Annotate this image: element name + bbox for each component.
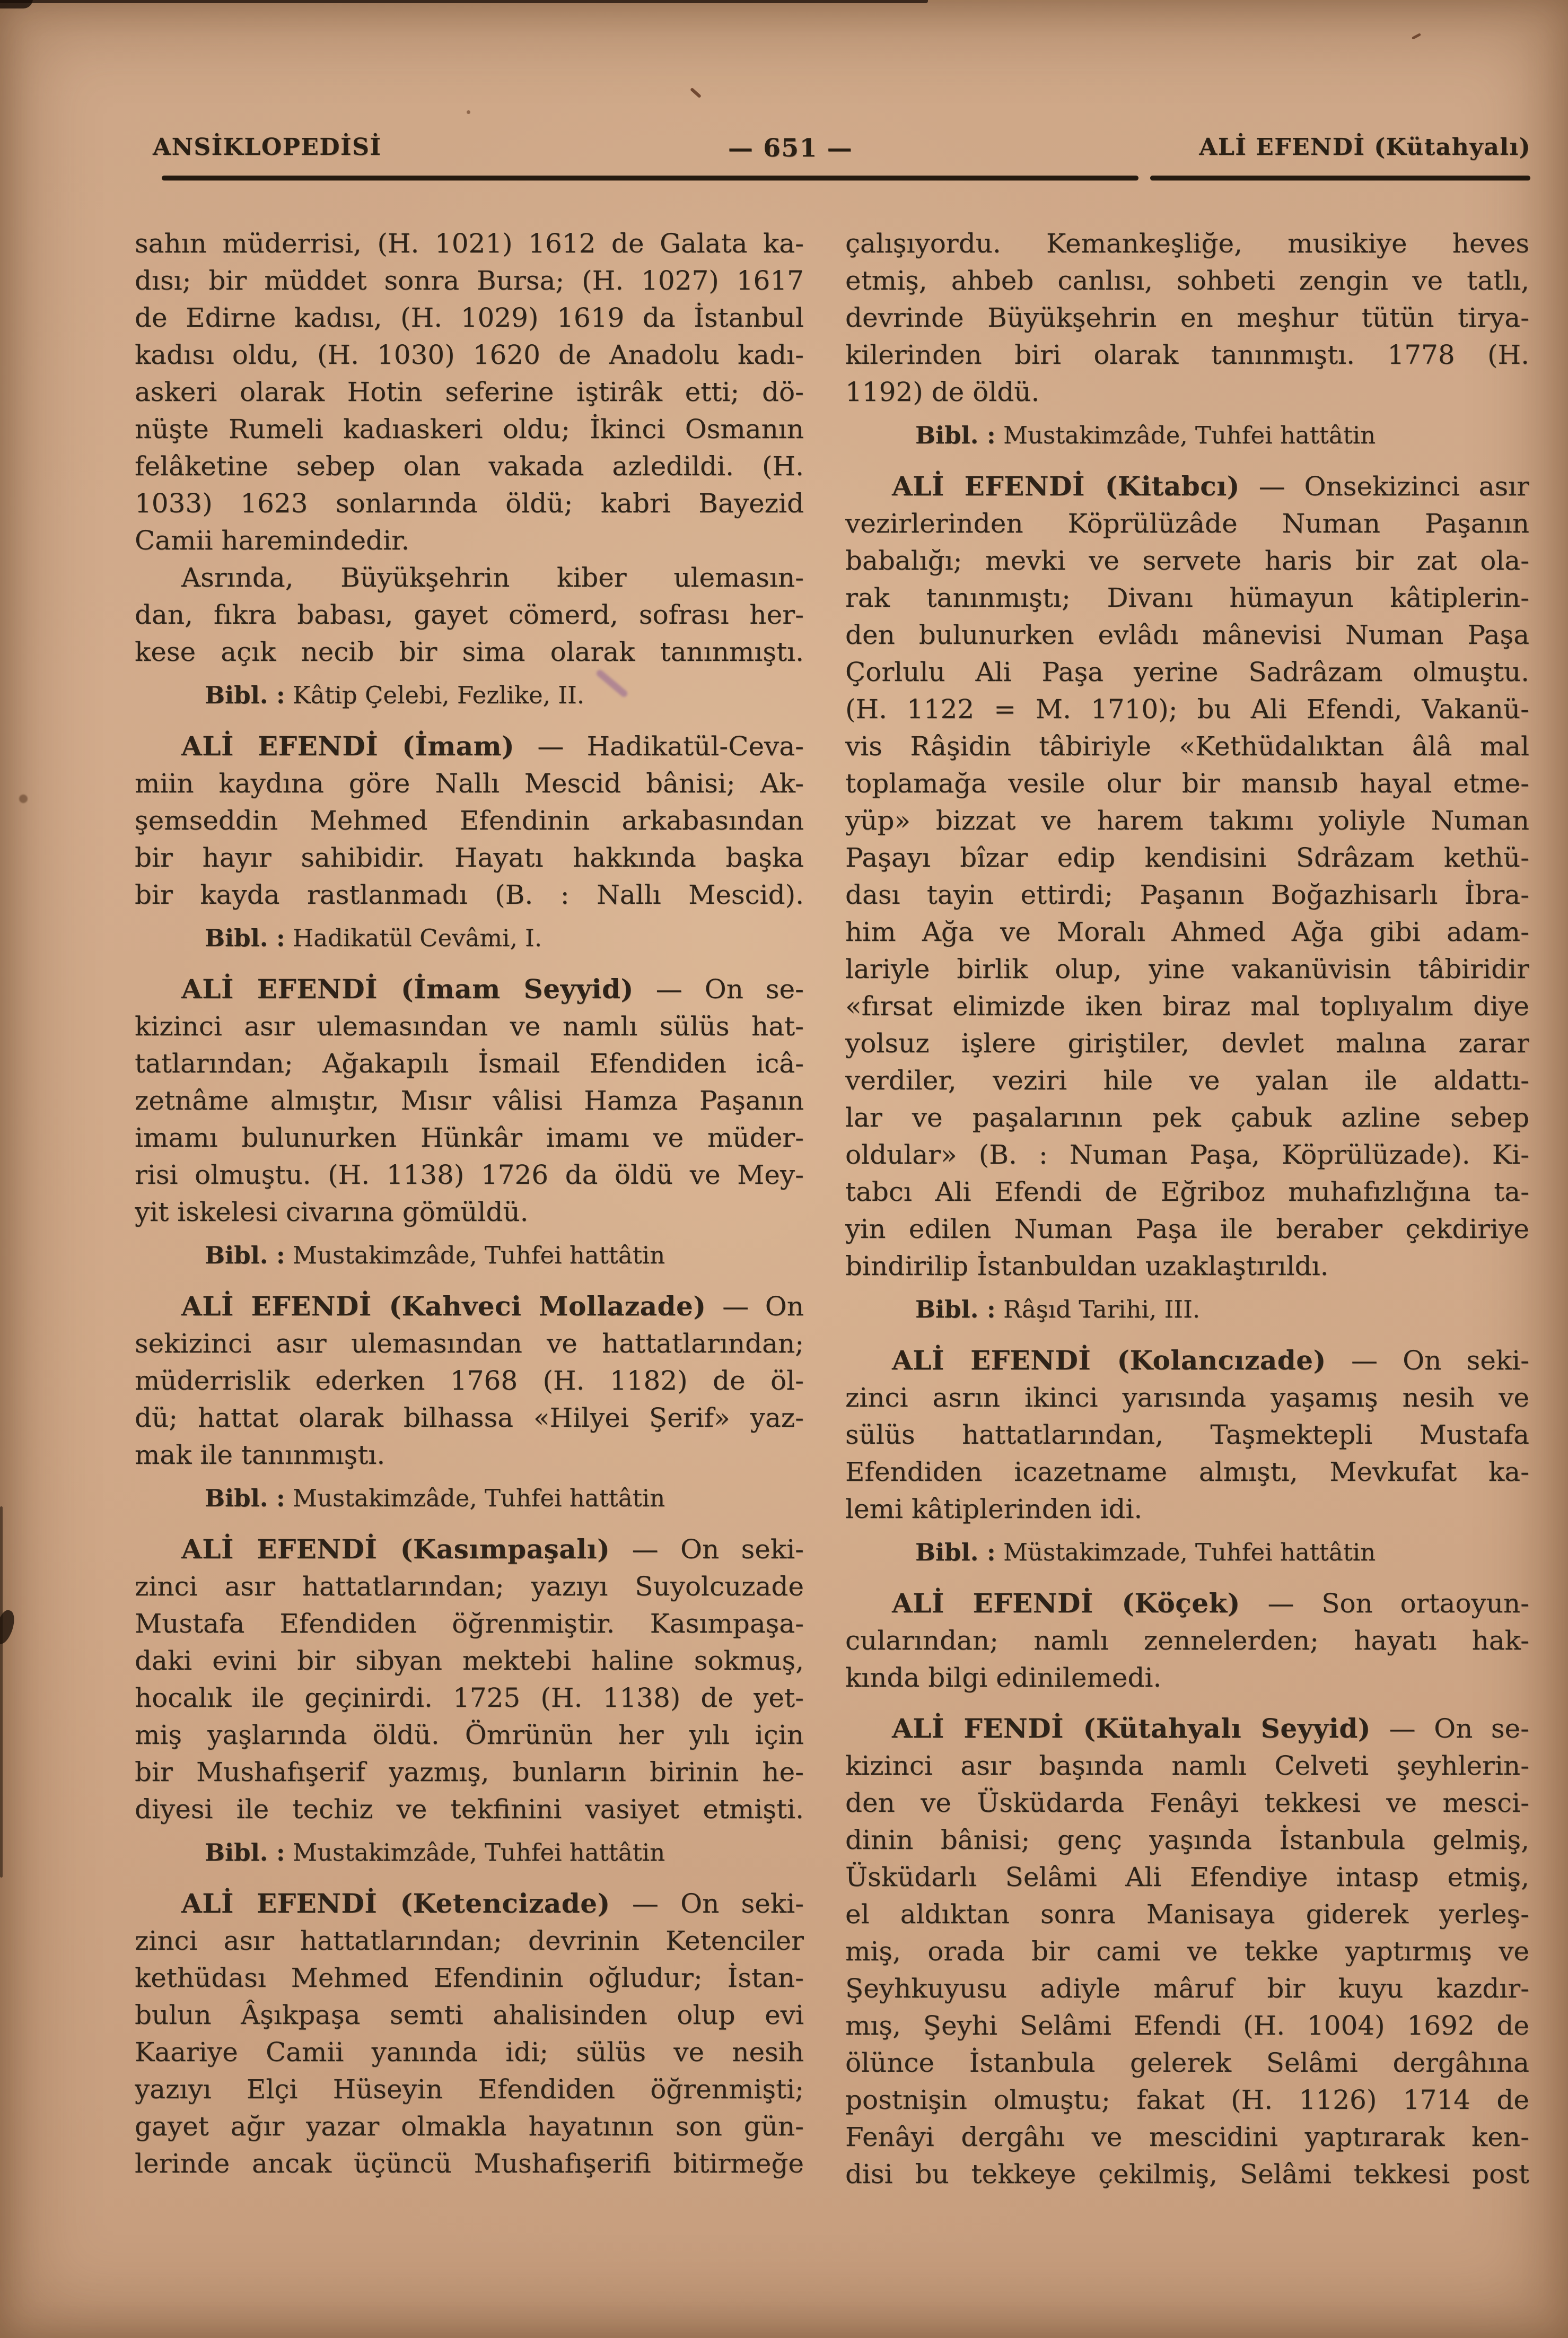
bibl-label: Bibl. :	[205, 681, 285, 709]
line-text: Hadikatül Cevâmi, I.	[285, 924, 542, 952]
scan-edge-artifact	[0, 0, 928, 3]
text-line: 1192) de öldü.	[845, 377, 1040, 407]
scan-edge-line	[0, 1506, 3, 1878]
bibliography-line	[205, 1237, 804, 1274]
text-line: Fenâyi dergâhı ve mescidini yaptırarak ken-	[845, 2122, 1529, 2152]
text-line: sülüs hattatlarından, Taşmektepli Mustafa	[845, 1419, 1529, 1450]
bibliography-line	[205, 1834, 804, 1871]
running-header-entry: ALİ EFENDİ (Kütahyalı)	[1199, 134, 1531, 161]
text-line: de Edirne kadısı, (H. 1029) 1619 da İstanbul	[135, 302, 804, 333]
text-line: kında bilgi edinilemedi.	[845, 1662, 1162, 1693]
bibliography-line	[915, 1534, 1529, 1571]
entry-heading: ALİ EFENDİ (İmam Seyyid)	[181, 973, 634, 1005]
text-line: lar ve paşalarının pek çabuk azline sebep	[845, 1102, 1529, 1133]
text-line: Camii haremindedir.	[135, 525, 410, 556]
line-text: Müstakimzade, Tuhfei hattâtin	[995, 1538, 1376, 1566]
entry-heading: ALİ EFENDİ (Kitabcı)	[892, 470, 1240, 502]
text-line: müderrislik ederken 1768 (H. 1182) de öl-	[135, 1365, 804, 1396]
text-line: Efendiden icazetname almıştı, Mevkufat ka-	[845, 1456, 1529, 1487]
bibl-label: Bibl. :	[915, 1295, 996, 1323]
text-line: diyesi ile techiz ve tekfinini vasiyet etmişti.	[135, 1794, 804, 1825]
text-line: yazıyı Elçi Hüseyin Efendiden öğrenmişti;	[135, 2074, 804, 2105]
entry-heading: ALİ EFENDİ (Kahveci Mollazade)	[181, 1290, 706, 1322]
text-line: lariyle birlik olup, yine vakanüvisin tâbiridir	[845, 954, 1529, 984]
text-line: yüp» bizzat ve harem takımı yoliyle Numan	[845, 805, 1529, 836]
text-line: sekizinci asır ulemasından ve hattatlarından;	[135, 1328, 804, 1359]
bibl-label: Bibl. :	[915, 1538, 996, 1566]
text-line: askeri olarak Hotin seferine iştirâk etti; dö-	[135, 377, 804, 407]
entry-heading: ALİ EFENDİ (İmam)	[181, 730, 515, 762]
entry-heading: ALİ EFENDİ (Ketencizade)	[181, 1888, 610, 1919]
text-line: devrinde Büyükşehrin en meşhur tütün tirya-	[845, 302, 1529, 333]
text-line: yit iskelesi civarına gömüldü.	[135, 1197, 529, 1227]
text-line: el aldıktan sonra Manisaya giderek yerleş-	[845, 1899, 1529, 1930]
text-line: kizinci asır başında namlı Celveti şeyhlerin-	[845, 1750, 1529, 1781]
text-line: Kaariye Camii yanında idi; sülüs ve nesih	[135, 2037, 804, 2067]
text-line: Çorlulu Ali Paşa yerine Sadrâzam olmuştu.	[845, 657, 1529, 687]
text-line: bulun Âşıkpaşa semti ahalisinden olup evi	[135, 2000, 804, 2030]
text-line: yin edilen Numan Paşa ile beraber çekdiriye	[845, 1214, 1529, 1244]
line-text: — Son ortaoyun-	[1240, 1588, 1529, 1619]
paper-speck	[19, 795, 28, 803]
entry-line	[135, 971, 804, 1008]
entry-heading: ALİ EFENDİ (Köçek)	[892, 1587, 1240, 1619]
text-line: mış, Şeyhi Selâmi Efendi (H. 1004) 1692 de	[845, 2010, 1529, 2041]
paper-speck	[467, 110, 470, 114]
text-line: felâketine sebep olan vakada azledildi. (H.	[135, 451, 804, 482]
text-line: dısı; bir müddet sonra Bursa; (H. 1027) 1617	[135, 265, 804, 296]
bibl-label: Bibl. :	[205, 1484, 285, 1512]
text-line: zetnâme almıştır, Mısır vâlisi Hamza Paşanın	[135, 1085, 804, 1116]
text-line: miş yaşlarında öldü. Ömrünün her yılı için	[135, 1720, 804, 1750]
line-text: Mustakimzâde, Tuhfei hattâtin	[285, 1838, 665, 1866]
bibl-label: Bibl. :	[205, 1241, 285, 1269]
text-line: zinci asrın ikinci yarısında yaşamış nesih ve	[845, 1382, 1529, 1413]
text-line: etmiş, ahbeb canlısı, sohbeti zengin ve tatlı,	[845, 265, 1529, 296]
text-line: nüşte Rumeli kadıaskeri oldu; İkinci Osmanın	[135, 414, 804, 444]
text-line: «fırsat elimizde iken biraz mal toplıyalım diye	[845, 991, 1529, 1022]
text-line: him Ağa ve Moralı Ahmed Ağa gibi adam-	[845, 917, 1529, 947]
text-line: çalışıyordu. Kemankeşliğe, musikiye heves	[845, 228, 1529, 259]
text-line: den bulunurken evlâdı mânevisi Numan Paşa	[845, 620, 1529, 650]
text-line: tabcı Ali Efendi de Eğriboz muhafızlığına ta-	[845, 1176, 1529, 1207]
text-line: postnişin olmuştu; fakat (H. 1126) 1714 de	[845, 2084, 1529, 2115]
text-line: bir hayır sahibidir. Hayatı hakkında başka	[135, 842, 804, 873]
text-line: den ve Üsküdarda Fenâyi tekkesi ve mesci-	[845, 1787, 1529, 1818]
text-line: disi bu tekkeye çekilmiş, Selâmi tekkesi post	[845, 2159, 1529, 2189]
text-line: kese açık necib bir sima olarak tanınmıştı.	[135, 636, 804, 667]
paper-speck	[690, 88, 702, 99]
text-line: bindirilip İstanbuldan uzaklaştırıldı.	[845, 1251, 1329, 1281]
line-text: Râşıd Tarihi, III.	[995, 1295, 1201, 1323]
text-line: 1033) 1623 sonlarında öldü; kabri Bayezid	[135, 488, 804, 519]
text-line: babalığı; mevki ve servete haris bir zat ola-	[845, 545, 1529, 576]
header-rule-right-segment	[1150, 176, 1530, 180]
line-text: — Onsekizinci asır	[1239, 471, 1529, 502]
entry-line	[845, 1585, 1529, 1622]
text-line: risi olmuştu. (H. 1138) 1726 da öldü ve Mey-	[135, 1159, 804, 1190]
text-line: bir Mushafışerif yazmış, bunların birinin he-	[135, 1757, 804, 1787]
header-rule-left-segment	[162, 176, 1138, 180]
text-line: miin kaydına göre Nallı Mescid bânisi; Ak-	[135, 768, 804, 799]
running-title: ANSİKLOPEDİSİ	[153, 134, 382, 161]
text-line: Paşayı bîzar edip kendisini Sdrâzam kethü-	[845, 842, 1529, 873]
text-line: kilerinden biri olarak tanınmıştı. 1778 (H.	[845, 339, 1529, 370]
paper-speck	[1412, 33, 1421, 40]
text-line: kadısı oldu, (H. 1030) 1620 de Anadolu kadı-	[135, 339, 804, 370]
scan-corner-artifact	[0, 0, 33, 8]
text-line: oldular» (B. : Numan Paşa, Köprülüzade). Ki-	[845, 1139, 1529, 1170]
bibliography-line	[915, 417, 1529, 454]
text-line: şemseddin Mehmed Efendinin arkabasından	[135, 805, 804, 836]
text-line: ölünce İstanbula gelerek Selâmi dergâhına	[845, 2047, 1529, 2078]
bibliography-line	[205, 920, 804, 957]
page-number: — 651 —	[728, 134, 853, 163]
line-text: — Hadikatül-Ceva-	[514, 731, 804, 762]
text-line: tatlarından; Ağakapılı İsmail Efendiden icâ-	[135, 1048, 804, 1079]
paper-blemish	[0, 1608, 17, 1646]
text-line: bir kayda rastlanmadı (B. : Nallı Mescid).	[135, 879, 804, 910]
entry-line	[135, 1885, 804, 1922]
text-line: vis Râşidin tâbiriyle «Kethüdalıktan âlâ mal	[845, 731, 1529, 762]
line-text: Mustakimzâde, Tuhfei hattâtin	[995, 421, 1376, 449]
line-text: Kâtip Çelebi, Fezlike, II.	[285, 681, 585, 709]
entry-line	[135, 1531, 804, 1568]
text-line: kethüdası Mehmed Efendinin oğludur; İstan-	[135, 1962, 804, 1993]
bibl-label: Bibl. :	[915, 421, 996, 449]
text-line: dü; hattat olarak bilhassa «Hilyei Şerif» yaz-	[135, 1402, 804, 1433]
bibl-label: Bibl. :	[205, 1838, 285, 1866]
bibliography-line	[205, 677, 804, 714]
entry-line	[135, 1288, 804, 1325]
entry-line	[845, 1342, 1529, 1379]
text-line: sahın müderrisi, (H. 1021) 1612 de Galata ka-	[135, 228, 804, 259]
bibliography-line	[915, 1291, 1529, 1328]
text-line: zinci asır hattatlarından; devrinin Ketenciler	[135, 1925, 804, 1956]
text-line: zinci asır hattatlarından; yazıyı Suyolcuzade	[135, 1571, 804, 1602]
text-line: imamı bulunurken Hünkâr imamı ve müder-	[135, 1122, 804, 1153]
text-line: gayet ağır yazar olmakla hayatının son gün-	[135, 2111, 804, 2142]
bibl-label: Bibl. :	[205, 924, 285, 952]
text-line: hocalık ile geçinirdi. 1725 (H. 1138) de yet-	[135, 1682, 804, 1713]
line-text: — On seki-	[1326, 1345, 1529, 1376]
line-text: Mustakimzâde, Tuhfei hattâtin	[285, 1241, 665, 1269]
line-text: Mustakimzâde, Tuhfei hattâtin	[285, 1484, 665, 1512]
line-text: — On	[706, 1291, 804, 1322]
text-line: Üsküdarlı Selâmi Ali Efendiye intasp etmiş,	[845, 1862, 1529, 1892]
bibliography-line	[205, 1480, 804, 1517]
line-text: — On seki-	[610, 1888, 804, 1919]
entry-line	[845, 1710, 1529, 1747]
text-line: lerinde ancak üçüncü Mushafışerifi bitirmeğe	[135, 2148, 804, 2179]
text-line: Mustafa Efendiden öğrenmiştir. Kasımpaşa-	[135, 1608, 804, 1639]
text-line: rak tanınmıştı; Divanı hümayun kâtiplerin-	[845, 582, 1529, 613]
entry-line	[845, 468, 1529, 505]
entry-heading: ALİ EFENDİ (Kasımpaşalı)	[181, 1533, 610, 1565]
text-line: toplamağa vesile olur bir mansıb hayal etme-	[845, 768, 1529, 799]
entry-heading: ALİ FENDİ (Kütahyalı Seyyid)	[892, 1713, 1371, 1744]
text-line: dan, fıkra babası, gayet cömerd, sofrası her-	[135, 599, 804, 630]
text-line: dinin bânisi; genç yaşında İstanbula gelmiş,	[845, 1825, 1529, 1855]
text-line: miş, orada bir cami ve tekke yaptırmış ve	[845, 1936, 1529, 1967]
line-text: — On se-	[633, 974, 804, 1005]
text-line: verdiler, veziri hile ve yalan ile aldattı-	[845, 1065, 1529, 1096]
text-line: dası tayin ettirdi; Paşanın Boğazhisarlı İbra-	[845, 879, 1529, 910]
right-column	[845, 225, 1529, 2193]
line-text: — On se-	[1370, 1713, 1529, 1744]
text-line: Asrında, Büyükşehrin kiber ulemasın-	[181, 562, 804, 593]
text-line: kizinci asır ulemasından ve namlı sülüs hat-	[135, 1011, 804, 1042]
text-line: mak ile tanınmıştı.	[135, 1440, 386, 1470]
text-line: daki evini bir sibyan mektebi haline sokmuş,	[135, 1645, 804, 1676]
left-column	[135, 225, 804, 2182]
text-line: Şeyhkuyusu adiyle mâruf bir kuyu kazdır-	[845, 1973, 1529, 2004]
text-line: (H. 1122 = M. 1710); bu Ali Efendi, Vakanü-	[845, 694, 1529, 725]
text-line: cularından; namlı zennelerden; hayatı hak-	[845, 1625, 1529, 1656]
entry-heading: ALİ EFENDİ (Kolancızade)	[892, 1345, 1326, 1376]
line-text: — On seki-	[610, 1534, 804, 1565]
text-line: yolsuz işlere giriştiler, devlet malına zarar	[845, 1028, 1529, 1059]
entry-line	[135, 728, 804, 765]
text-line: vezirlerinden Köprülüzâde Numan Paşanın	[845, 508, 1529, 539]
text-line: lemi kâtiplerinden idi.	[845, 1494, 1143, 1524]
